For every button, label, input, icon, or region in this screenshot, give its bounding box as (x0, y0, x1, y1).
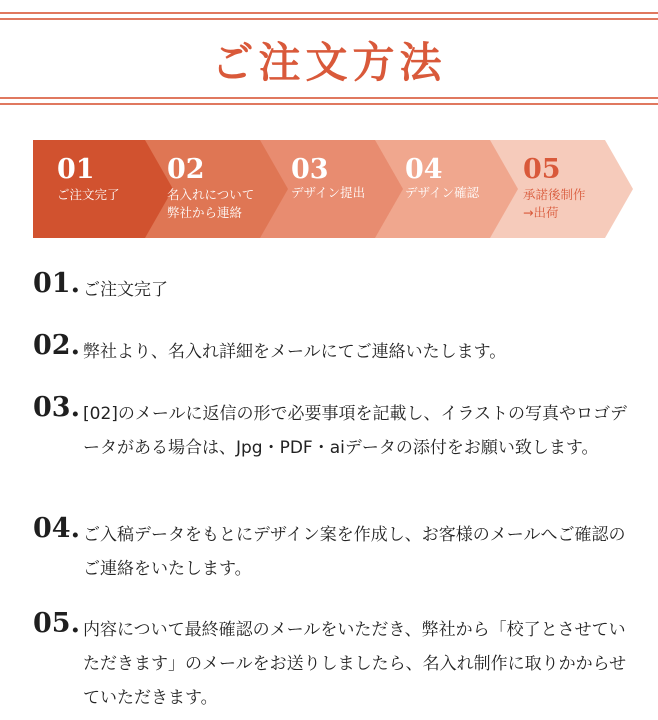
step-item-04-text: ご入稿データをもとにデザイン案を作成し、お客様のメールへご確認のご連絡をいたします。 (83, 525, 626, 579)
flow-step-5-label (523, 186, 586, 222)
flow-step-2-label-line-1: 名入れについて (167, 187, 255, 202)
header-rule-top-2 (0, 18, 658, 20)
step-item-01-text: ご注文完了 (83, 280, 168, 300)
flow-step-4-number: 04 (405, 154, 443, 185)
page-title: ご注文方法 (211, 38, 447, 87)
step-item-04-number: 04. (33, 513, 80, 544)
flow-step-1-label-line-1: ご注文完了 (57, 187, 120, 202)
flow-step-2 (167, 140, 277, 238)
flow-step-1-label (57, 186, 120, 204)
step-item-05-number: 05. (33, 608, 80, 639)
header-rule-bottom-2 (0, 103, 658, 105)
header-rule-top-1 (0, 12, 658, 14)
flow-step-3-label-line-1: デザイン提出 (291, 185, 366, 200)
flow-step-4 (405, 140, 505, 238)
flow-step-3-number: 03 (291, 154, 329, 185)
flow-step-5-label-line-2: →出荷 (523, 205, 559, 220)
flow-step-2-number: 02 (167, 154, 205, 185)
step-item-05-text: 内容について最終確認のメールをいただき、弊社から「校了とさせていただきます」のメールをお送りしましたら、名入れ制作に取りかからせていただきます。 (83, 620, 627, 708)
header-rule-bottom-1 (0, 97, 658, 99)
flow-step-1-number: 01 (57, 154, 95, 185)
flow-step-1 (57, 140, 157, 238)
flow-step-5-number: 05 (523, 154, 561, 185)
step-item-02-text: 弊社より、名入れ詳細をメールにてご連絡いたします。 (83, 342, 507, 362)
step-item-02-number: 02. (33, 330, 80, 361)
step-item-03-text: [02]のメールに返信の形で必要事項を記載し、イラストの写真やロゴデータがある場合は、Jpg・PDF・aiデータの添付をお願い致します。 (83, 404, 628, 458)
flow-step-3 (291, 140, 391, 238)
flow-step-3-label (291, 184, 365, 202)
flow-step-5 (523, 140, 623, 238)
step-item-03-number: 03. (33, 392, 80, 423)
flow-step-4-label-line-1: デザイン確認 (405, 185, 480, 200)
flow-step-5-label-line-1: 承諾後制作 (523, 187, 586, 202)
flow-step-2-label-line-2: 弊社から連絡 (167, 205, 243, 220)
flow-step-4-label (405, 184, 479, 202)
step-item-01-number: 01. (33, 268, 80, 299)
flow-step-2-label (167, 186, 254, 222)
order-flow (33, 140, 633, 238)
